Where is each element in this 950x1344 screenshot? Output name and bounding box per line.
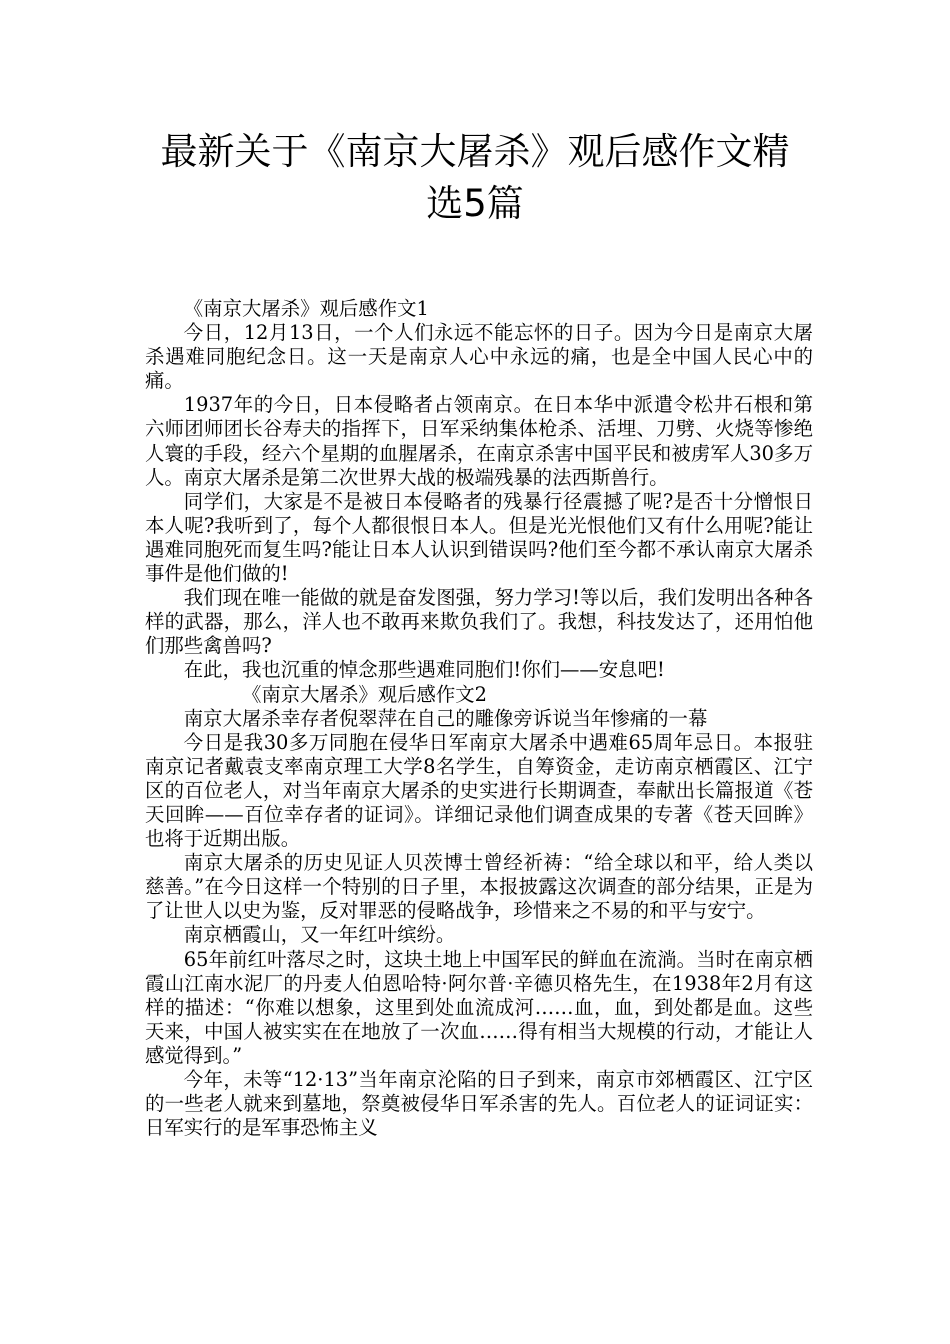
paragraph: 南京大屠杀的历史见证人贝茨博士曾经祈祷：“给全球以和平，给人类以慈善。”在今日这样一个特别的日子里，本报披露这次调查的部分结果，正是为了让世人以史为鉴，反对罪恶的侵略战争，珍惜来之不易的和平与安宁。 [145, 851, 813, 923]
paragraph: 今日，12月13日，一个人们永远不能忘怀的日子。因为今日是南京大屠杀遇难同胞纪念日。这一天是南京人心中永远的痛，也是全中国人民心中的痛。 [145, 321, 813, 393]
paragraph: 1937年的今日，日本侵略者占领南京。在日本华中派遣令松井石根和第六师团师团长谷寿夫的指挥下，日军采纳集体枪杀、活埋、刀劈、火烧等惨绝人寰的手段，经六个星期的血腥屠杀，在南京杀害中国平民和被虏军人30多万人。南京大屠杀是第二次世界大战的极端残暴的法西斯兽行。 [145, 393, 813, 489]
title-line-2: 选5篇 [426, 182, 524, 225]
paragraph: 我们现在唯一能做的就是奋发图强，努力学习!等以后，我们发明出各种各样的武器，那么，洋人也不敢再来欺负我们了。我想，科技发达了，还用怕他们那些禽兽吗? [145, 586, 813, 658]
paragraph: 今年，未等“12·13”当年南京沦陷的日子到来，南京市郊栖霞区、江宁区的一些老人就来到墓地，祭奠被侵华日军杀害的先人。百位老人的证词证实：日军实行的是军事恐怖主义 [145, 1068, 813, 1140]
paragraph: 今日是我30多万同胞在侵华日军南京大屠杀中遇难65周年忌日。本报驻南京记者戴袁支率南京理工大学8名学生，自筹资金，走访南京栖霞区、江宁区的百位老人，对当年南京大屠杀的史实进行长期调查，奉献出长篇报道《苍天回眸——百位幸存者的证词》。详细记录他们调查成果的专著《苍天回眸》也将于近期出版。 [145, 730, 813, 851]
essay-1-heading: 《南京大屠杀》观后感作文1 [183, 297, 429, 320]
paragraph: 同学们，大家是不是被日本侵略者的残暴行径震撼了呢?是否十分憎恨日本人呢?我听到了，每个人都很恨日本人。但是光光恨他们又有什么用呢?能让遇难同胞死而复生吗?能让日本人认识到错误吗?他们至今都不承认南京大屠杀事件是他们做的! [145, 489, 813, 586]
paragraph: 南京栖霞山，又一年红叶缤纷。 [183, 923, 456, 947]
title-line-1: 最新关于《南京大屠杀》观后感作文精 [160, 130, 790, 173]
document-title [0, 126, 950, 230]
paragraph: 65年前红叶落尽之时，这块土地上中国军民的鲜血在流淌。当时在南京栖霞山江南水泥厂的丹麦人伯恩哈特·阿尔普·辛德贝格先生，在1938年2月有这样的描述：“你难以想象，这里到处血流成河……血，血，到处都是血。这些天来，中国人被实实在在地放了一次血……得有相当大规模的行动，才能让人感觉得到。” [145, 947, 813, 1067]
paragraph: 南京大屠杀幸存者倪翠萍在自己的雕像旁诉说当年惨痛的一幕 [183, 706, 708, 730]
paragraph: 在此，我也沉重的悼念那些遇难同胞们!你们——安息吧! [183, 658, 665, 682]
essay-2-heading: 《南京大屠杀》观后感作文2 [242, 682, 488, 706]
document-body [145, 297, 813, 1140]
